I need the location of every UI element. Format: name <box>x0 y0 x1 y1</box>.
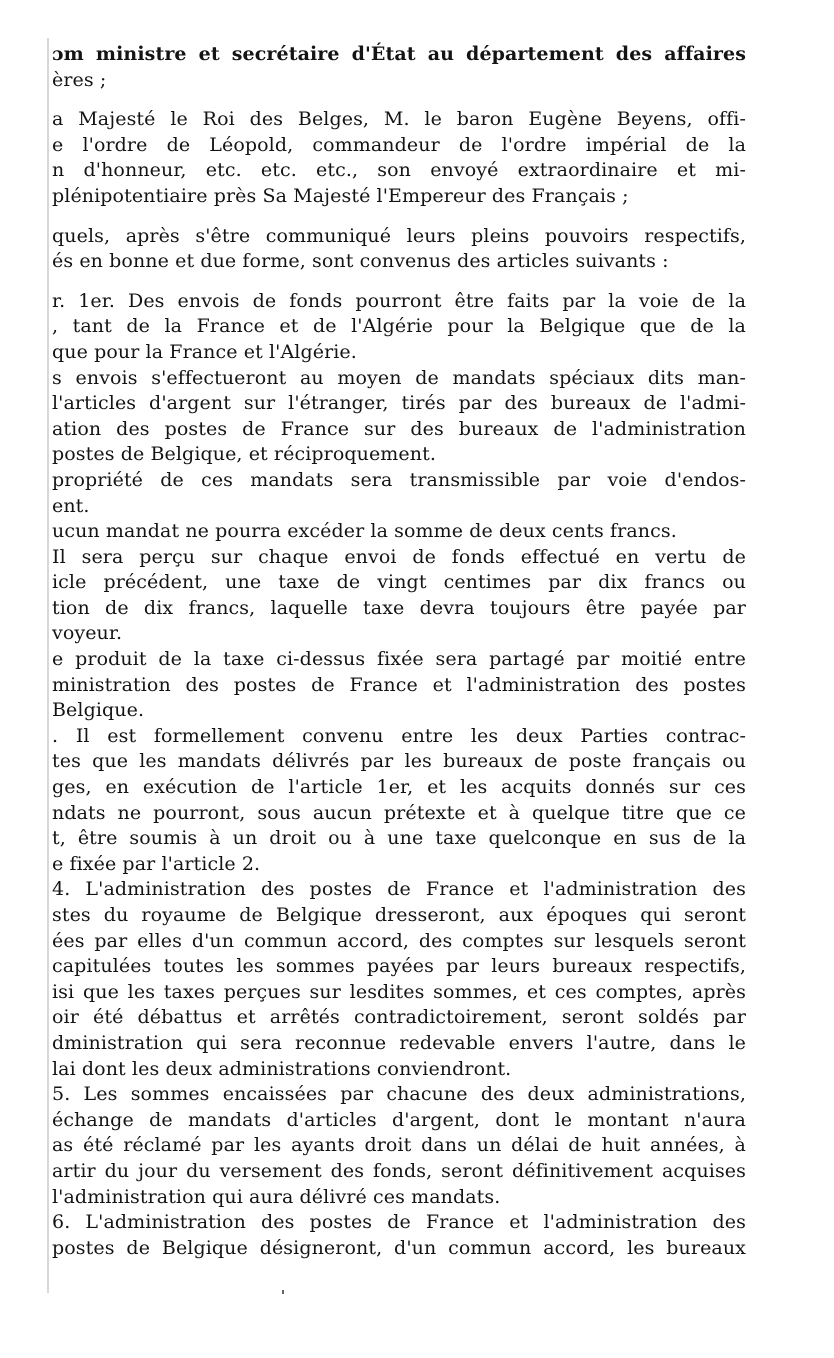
text-line: 4. L'administration des postes de France et l'administration des <box>52 878 746 901</box>
text-line: ɔm ministre et secrétaire d'État au département des affaires <box>52 43 746 65</box>
text-line: ées par elles d'un commun accord, des comptes sur lesquels seront <box>52 929 746 952</box>
text-line: . Il est formellement convenu entre les deux Parties contrac- <box>52 724 746 747</box>
text-line: lai dont les deux administrations conviendront. <box>52 1057 512 1080</box>
text-line: e produit de la taxe ci-dessus fixée sera partagé par moitié entre <box>52 648 746 671</box>
text-line: Il sera perçu sur chaque envoi de fonds effectué en vertu de <box>52 545 746 568</box>
text-line: ères ; <box>52 68 107 91</box>
text-line: ent. <box>52 494 90 517</box>
text-line: e l'ordre de Léopold, commandeur de l'ordre impérial de la <box>52 133 746 156</box>
text-line: capitulées toutes les sommes payées par leurs bureaux respectifs, <box>52 955 746 978</box>
text-line: n d'honneur, etc. etc. etc., son envoyé extraordinaire et mi- <box>52 159 746 182</box>
text-line: postes de Belgique désigneront, d'un commun accord, les bureaux <box>52 1236 746 1259</box>
text-line: que pour la France et l'Algérie. <box>52 340 357 363</box>
text-line: e fixée par l'article 2. <box>52 852 261 875</box>
paragraph-gap <box>52 275 746 289</box>
text-line: l'articles d'argent sur l'étranger, tirés par des bureaux de l'admi- <box>52 392 746 415</box>
text-line: 5. Les sommes encaissées par chacune des deux administrations, <box>52 1083 746 1106</box>
text-line: 6. L'administration des postes de France et l'administration des <box>52 1211 746 1234</box>
text-line: Belgique. <box>52 699 145 722</box>
text-line: ation des postes de France sur des bureaux de l'administration <box>52 417 746 440</box>
paragraph-gap <box>52 93 746 107</box>
text-line: oir été débattus et arrêtés contradictoirement, seront soldés par <box>52 1006 746 1029</box>
text-line: t, être soumis à un droit ou à une taxe quelconque en sus de la <box>52 827 746 850</box>
text-line: quels, après s'être communiqué leurs pleins pouvoirs respectifs, <box>52 224 746 247</box>
text-line: as été réclamé par les ayants droit dans un délai de huit années, à <box>52 1134 746 1157</box>
text-line: tes que les mandats délivrés par les bureaux de poste français ou <box>52 750 746 773</box>
text-line: dministration qui sera reconnue redevable envers l'autre, dans le <box>52 1031 746 1054</box>
text-line: ministration des postes de France et l'administration des postes <box>52 673 746 696</box>
text-line: a Majesté le Roi des Belges, M. le baron Eugène Beyens, offi- <box>52 108 746 131</box>
text-line: ges, en exécution de l'article 1er, et les acquits donnés sur ces <box>52 776 746 799</box>
text-line: l'administration qui aura délivré ces mandats. <box>52 1185 501 1208</box>
text-line: propriété de ces mandats sera transmissible par voie d'endos- <box>52 468 746 491</box>
text-line: , tant de la France et de l'Algérie pour la Belgique que de la <box>52 315 746 338</box>
page-gutter-edge <box>47 38 49 1293</box>
text-line: isi que les taxes perçues sur lesdites sommes, et ces comptes, après <box>52 980 746 1003</box>
text-line: ndats ne pourront, sous aucun prétexte et à quelque titre que ce <box>52 801 746 824</box>
text-line: artir du jour du versement des fonds, seront définitivement acquises <box>52 1159 746 1182</box>
text-line: postes de Belgique, et réciproquement. <box>52 443 436 466</box>
ink-speck <box>282 1290 284 1294</box>
text-line: tion de dix francs, laquelle taxe devra toujours être payée par <box>52 596 746 619</box>
text-line: stes du royaume de Belgique dresseront, aux époques qui seront <box>52 904 746 926</box>
text-line: s envois s'effectueront au moyen de mandats spéciaux dits man- <box>52 366 746 389</box>
text-line: échange de mandats d'articles d'argent, dont le montant n'aura <box>52 1108 746 1131</box>
text-line: ucun mandat ne pourra excéder la somme de deux cents francs. <box>52 520 677 543</box>
text-line: icle précédent, une taxe de vingt centimes par dix francs ou <box>52 571 746 594</box>
paragraph-gap <box>52 210 746 224</box>
text-line: plénipotentiaire près Sa Majesté l'Empereur des Français ; <box>52 184 629 207</box>
treaty-text-body <box>52 42 746 1261</box>
text-line: r. 1er. Des envois de fonds pourront être faits par la voie de la <box>52 289 746 312</box>
text-line: voyeur. <box>52 622 123 645</box>
text-line: és en bonne et due forme, sont convenus des articles suivants : <box>52 250 669 273</box>
